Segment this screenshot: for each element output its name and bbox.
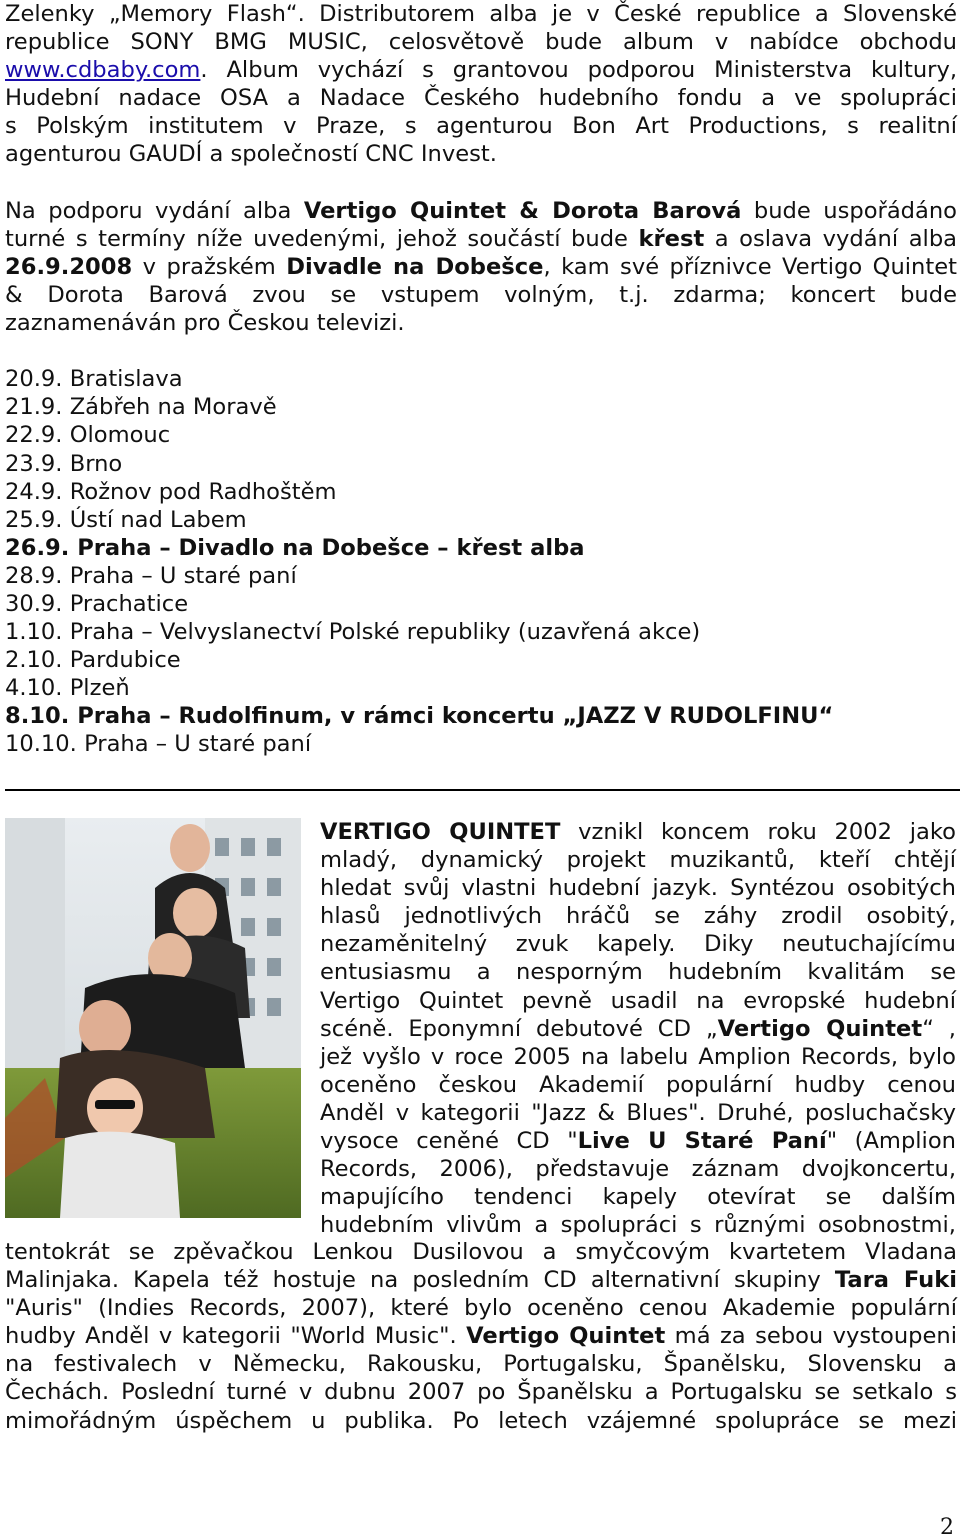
intro-line: Zelenky „Memory Flash“. Distributorem alba je v České republice a Slovenské	[5, 1, 957, 27]
schedule-place: Rožnov pod Radhoštěm	[69, 478, 337, 505]
schedule-place: Ústí nad Labem	[69, 506, 247, 533]
schedule-place: Zábřeh na Moravě	[69, 394, 277, 421]
intro-line: Hudební nadace OSA a Nadace Českého hudebního fondu a ve spolupráci	[5, 85, 957, 112]
schedule-date: 21.9.	[5, 394, 63, 421]
schedule-date: 20.9.	[5, 366, 63, 393]
schedule-item	[5, 646, 957, 674]
schedule-date: 4.10.	[5, 675, 63, 702]
schedule-item	[5, 478, 957, 506]
schedule-place: Bratislava	[69, 366, 183, 393]
schedule-place: Prachatice	[69, 590, 189, 617]
schedule-date: 2.10.	[5, 647, 63, 674]
schedule-place: Plzeň	[69, 675, 130, 702]
section-divider	[5, 789, 960, 791]
schedule-item	[5, 674, 957, 702]
schedule-item	[5, 590, 957, 618]
schedule-item	[5, 506, 957, 534]
schedule-place: Praha – U staré paní	[84, 731, 312, 758]
schedule-place: Praha – Divadlo na Dobešce – křest alba	[77, 534, 585, 561]
schedule-date: 1.10.	[5, 619, 63, 646]
schedule-place: Praha – Velvyslanectví Polské republiky (uzavřená akce)	[69, 619, 701, 646]
schedule-date: 28.9.	[5, 562, 63, 589]
schedule-date: 30.9.	[5, 590, 63, 617]
schedule-place: Brno	[69, 450, 123, 477]
schedule-item	[5, 618, 957, 646]
intro-line: republice SONY BMG MUSIC, celosvětově bude album v nabídce obchodu	[5, 29, 957, 56]
schedule-item	[5, 421, 957, 449]
schedule-date: 24.9.	[5, 478, 63, 505]
intro-section	[5, 0, 957, 759]
schedule-date: 22.9.	[5, 422, 63, 449]
bio-continuation: tentokrát se zpěvačkou Lenkou Dusilovou a smyčcovým kvartetem Vladana Malinjaka. Kapela též hostuje na posledním CD alternativní skupiny Tara Fuki "Auris" (Indies Records, 2007), které bylo oceněno cenou Akademie populární hudby Anděl v kategorii "World Music". Vertigo Quintet má za sebou vystoupeni na festivalech v Německu, Rakousku, Portugalsku, Španělsku, Slovensku a Čechách. Poslední turné v dubnu 2007 po Španělsku a Portugalsku se setkalo s mimořádným úspěchem u publika. Po letech vzájemné spolupráce se mezi	[5, 1239, 957, 1434]
intro-line: agenturou GAUDÍ a společností CNC Invest.	[5, 141, 497, 168]
schedule-date: 26.9.	[5, 534, 70, 561]
tour-paragraph: Na podporu vydání alba Vertigo Quintet & Dorota Barová bude uspořádáno turné s termíny níže uvedenými, jehož součástí bude křest a oslava vydání alba 26.9.2008 v pražském Divadle na Dobešce, kam své příznivce Vertigo Quintet & Dorota Barová zvou se vstupem volným, t.j. zdarma; koncert bude zaznamenáván pro Českou televizi.	[5, 197, 958, 337]
cdbaby-link[interactable]: www.cdbaby.com	[5, 57, 201, 84]
band-photo	[5, 818, 301, 1218]
schedule-date: 23.9.	[5, 450, 63, 477]
schedule-item	[5, 702, 957, 730]
intro-line: www.cdbaby.com. Album vychází s grantovou podporou Ministerstva kultury,	[5, 57, 957, 84]
schedule-date: 10.10.	[5, 731, 77, 758]
bio-column: VERTIGO QUINTET vznikl koncem roku 2002 jako mladý, dynamický projekt muzikantů, kteří chtějí hledat svůj vlastni hudební jazyk. Syntézou osobitých hlasů jednotlivých hráčů se záhy zrodil osobitý, nezaměnitelný zvuk kapely. Diky neutuchajícímu entusiasmu a nesporným hudebním kvalitám se Vertigo Quintet pevně usadil na evropské hudební scéně. Eponymní debutové CD „Vertigo Quintet“ , jež vyšlo v roce 2005 na labelu Amplion Records, bylo oceněno českou Akademií populární hudby cenou Anděl v kategorii "Jazz & Blues". Druhé, posluchačsky vysoce ceněné CD "Live U Staré Paní" (Amplion Records, 2006), představuje záznam dvojkoncertu, mapujícího tendenci kapely otevírat se dalším hudebním vlivům a spolupráci s různými osobnostmi,	[320, 819, 956, 1239]
schedule-place: Praha – Rudolfinum, v rámci koncertu „JAZZ V RUDOLFINU“	[77, 703, 834, 730]
schedule-date: 8.10.	[5, 703, 70, 730]
schedule-place: Pardubice	[69, 647, 181, 674]
schedule-place: Praha – U staré paní	[69, 562, 297, 589]
schedule-place: Olomouc	[69, 422, 171, 449]
schedule-item	[5, 534, 957, 562]
schedule-item	[5, 562, 957, 590]
page-number: 2	[940, 1515, 954, 1540]
schedule-item	[5, 393, 957, 421]
schedule-date: 25.9.	[5, 506, 63, 533]
schedule-item	[5, 365, 957, 393]
schedule-item	[5, 730, 957, 758]
tour-schedule	[5, 365, 957, 758]
intro-line: s Polským institutem v Praze, s agenturou Bon Art Productions, s realitní	[5, 113, 957, 140]
schedule-item	[5, 450, 957, 478]
